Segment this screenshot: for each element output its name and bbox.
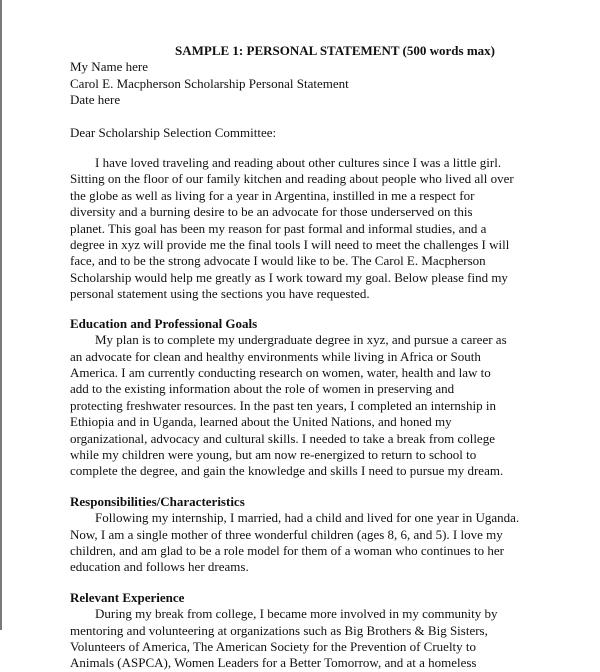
paragraph-line: Volunteers of America, The American Society for the Prevention of Cruelty to (70, 639, 477, 654)
header-scholarship: Carol E. Macpherson Scholarship Personal Statement (70, 75, 349, 91)
section-heading-responsibilities: Responsibilities/Characteristics (70, 493, 245, 509)
section-responsibilities-paragraph (70, 510, 570, 576)
header-date: Date here (70, 92, 121, 108)
paragraph-line: education and follows her dreams. (70, 559, 249, 575)
section-education-paragraph (70, 332, 570, 480)
paragraph-line: planet. This goal has been my reason for past formal and informal studies, and a (70, 220, 487, 236)
section-heading-experience: Relevant Experience (70, 589, 185, 605)
paragraph-line: children, and am glad to be a role model for them of a woman who continues to her (70, 542, 504, 558)
paragraph-line: complete the degree, and gain the knowledge and skills I need to pursue my dream. (70, 463, 504, 479)
paragraph-line: America. I am currently conducting research on women, water, health and law to (70, 364, 491, 380)
paragraph-line: Animals (ASPCA), Women Leaders for a Better Tomorrow, and at a homeless (70, 655, 477, 671)
paragraph-line: an advocate for clean and healthy environments while living in Africa or South (70, 348, 481, 364)
paragraph-line: Sitting on the floor of our family kitchen and reading about people who lived all over (70, 171, 514, 187)
paragraph-line: mentoring and volunteering at organizations such as Big Brothers & Big Sisters, (70, 622, 488, 638)
paragraph-line: personal statement using the sections you have requested. (70, 286, 370, 302)
paragraph-line: Following my internship, I married, had a child and lived for one year in Uganda. (95, 510, 520, 526)
salutation: Dear Scholarship Selection Committee: (70, 124, 277, 140)
paragraph-line: while my children were young, but am now re-energized to return to school to (70, 446, 477, 462)
paragraph-line: degree in xyz will provide me the final tools I will need to meet the challenges I will (70, 237, 510, 253)
paragraph-line: Scholarship would help me greatly as I work toward my goal. Below please find my (70, 269, 508, 285)
intro-paragraph (70, 155, 570, 303)
paragraph-line: face, and to be the strong advocate I would like to be. The Carol E. Macpherson (70, 253, 486, 269)
paragraph-line: My plan is to complete my undergraduate degree in xyz, and pursue a career as (95, 332, 507, 348)
header-name: My Name here (70, 59, 148, 75)
document-page (70, 0, 570, 672)
paragraph-line: protecting freshwater resources. In the past ten years, I completed an internship in (70, 397, 496, 413)
paragraph-line: Ethiopia and in Uganda, learned about the United Nations, and honed my (70, 414, 452, 430)
paragraph-line: organizational, advocacy and cultural skills. I needed to take a break from college (70, 430, 495, 446)
page-edge-rule (0, 0, 2, 630)
paragraph-line: diversity and a burning desire to be an advocate for those underserved on this (70, 204, 473, 220)
paragraph-line: I have loved traveling and reading about other cultures since I was a little girl. (95, 155, 502, 171)
header-block (70, 59, 570, 108)
section-experience-paragraph (70, 606, 570, 672)
document-title: SAMPLE 1: PERSONAL STATEMENT (500 words max) (175, 43, 495, 58)
paragraph-line: Now, I am a single mother of three wonderful children (ages 8, 6, and 5). I love my (70, 526, 503, 542)
paragraph-line: the globe as well as living for a year in Argentina, instilled in me a respect for (70, 187, 475, 203)
paragraph-line: During my break from college, I became more involved in my community by (95, 606, 498, 622)
paragraph-line: add to the existing information about the role of women in preserving and (70, 381, 455, 397)
section-heading-education: Education and Professional Goals (70, 315, 258, 331)
